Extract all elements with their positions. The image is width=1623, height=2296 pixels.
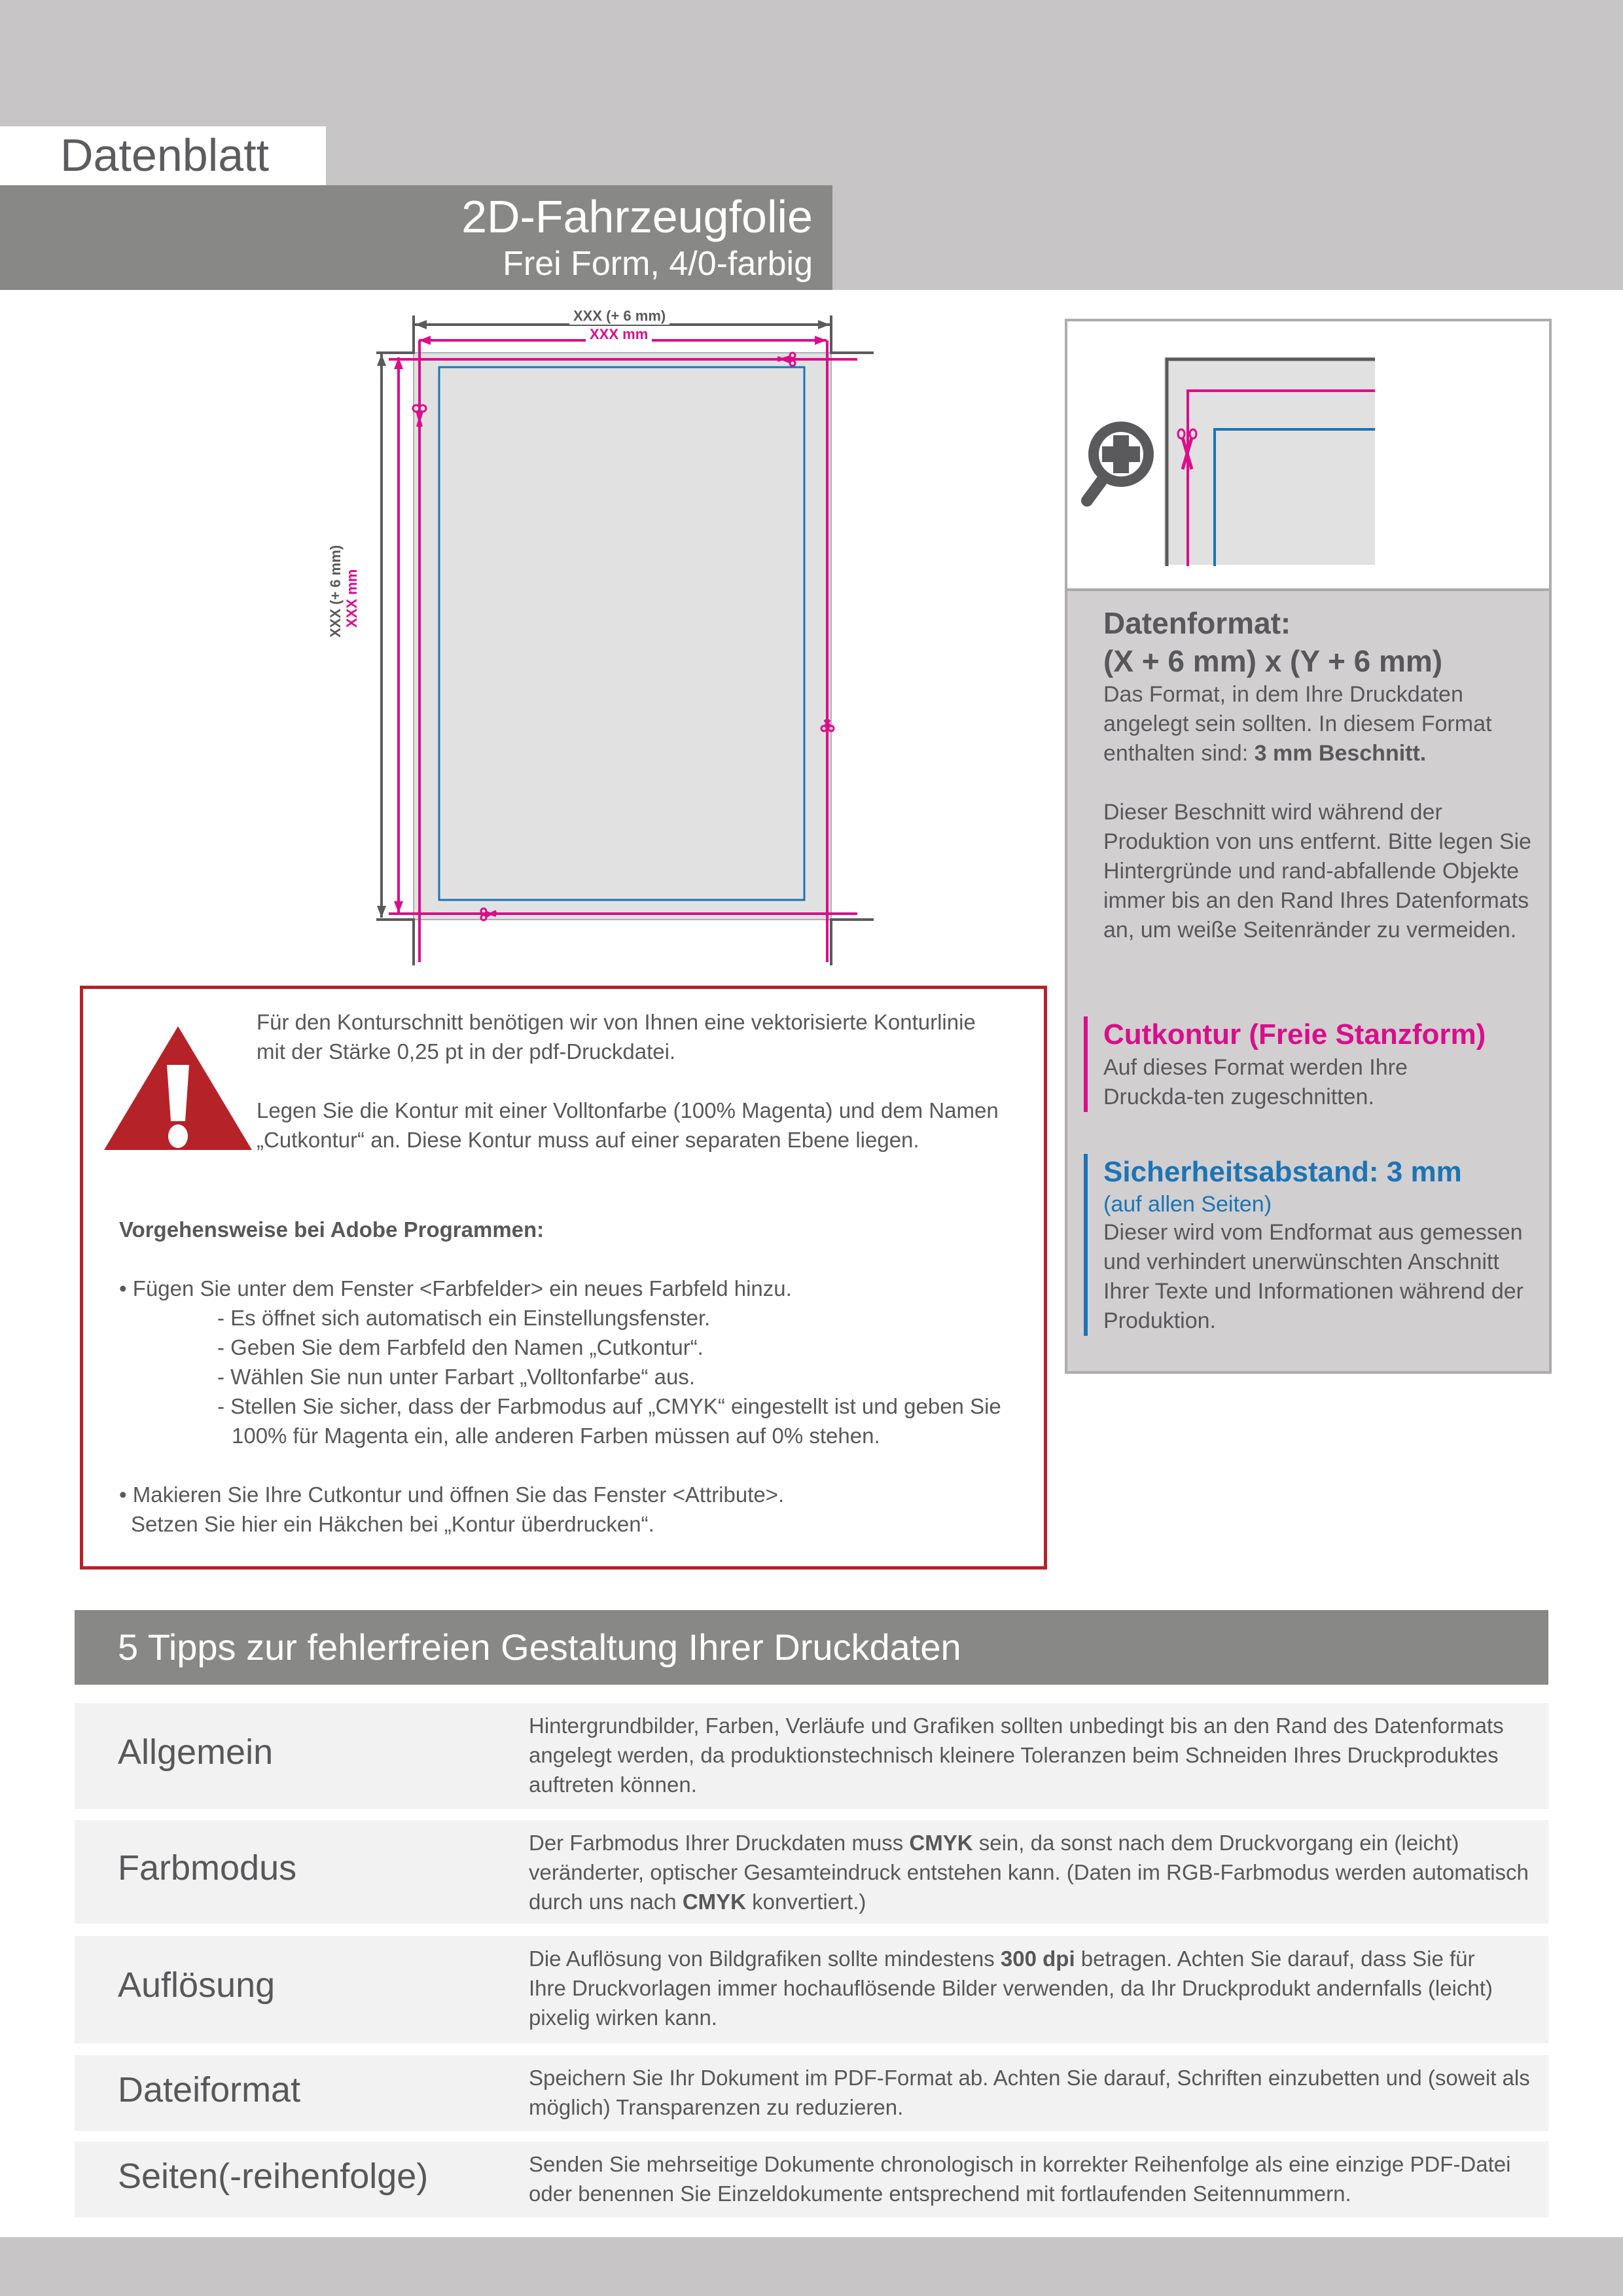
procedure-substep: - Wählen Sie nun unter Farbart „Volltonfarbe“ aus. [217,1365,696,1389]
corner-mark-tr [831,315,874,353]
procedure-substep: - Stellen Sie sicher, dass der Farbmodus auf „CMYK“ eingestellt ist und geben Sie [217,1394,1001,1418]
tip-text: Hintergrundbilder, Farben, Verläufe und Grafiken sollten unbedingt bis an den Rand des Datenformats angelegt werden, da produktionstechnisch kleinere Toleranzen beim Schneiden Ihres Druckproduktes auftreten können. [529,1713,1504,1797]
height-outer-label: XXX (+ 6 mm) [327,541,344,641]
datenformat-formula: (X + 6 mm) x (Y + 6 mm) [1103,644,1443,678]
width-outer-label: XXX (+ 6 mm) [569,308,669,325]
safety-title: Sicherheitsabstand: 3 mm [1103,1156,1462,1188]
tip-text-part: Der Farbmodus Ihrer Druckdaten muss [529,1831,910,1855]
corner-mark-tl [376,315,414,353]
procedure-substep: - Es öffnet sich automatisch ein Einstellungsfenster. [217,1306,711,1330]
procedure-title: Vorgehensweise bei Adobe Programmen: [119,1217,544,1242]
detail-bleed [1164,357,1375,565]
detail-zoom-svg [1067,321,1549,586]
corner-mark-br [831,920,874,965]
warning-triangle-icon [103,1023,260,1160]
tip-label: Dateiformat [118,2070,301,2109]
datenformat-text1 [1103,680,1535,768]
tip-text: Speichern Sie Ihr Dokument im PDF-Format ab. Achten Sie darauf, Schriften einzubetten und (soweit als möglich) Transparenzen zu reduzieren. [529,2066,1530,2119]
warning-para-1: Für den Konturschnitt benötigen wir von Ihnen eine vektorisierte Konturlinie mit der Stärke 0,25 pt in der pdf-Druckdatei. [257,1010,976,1064]
tip-label: Auflösung [118,1965,276,2005]
warning-para-2: Legen Sie die Kontur mit einer Volltonfarbe (100% Magenta) und dem Namen „Cutkontur“ an. Diese Kontur muss auf einer separaten Ebene liegen. [257,1098,999,1152]
safety-text: Dieser wird vom Endformat aus gemessen und verhindert unerwünschten Anschnitt Ihrer Texte und Informationen während der Produktion. [1103,1220,1524,1333]
detail-zoom-view [1067,321,1549,591]
product-subtitle: Frei Form, 4/0-farbig [503,245,813,283]
tip-row [75,2142,1548,2217]
arrow-right [818,320,830,329]
tips-header [75,1610,1548,1685]
footer-band [0,2237,1623,2296]
tip-row [75,1820,1548,1924]
tip-row [75,1936,1548,2043]
tip-label: Allgemein [118,1732,274,1772]
tip-text [529,1944,1510,2032]
procedure-substep: 100% für Magenta ein, alle anderen Farben müssen auf 0% stehen. [232,1424,880,1448]
tip-label: Seiten(-reihenfolge) [118,2157,429,2196]
datenformat-text1-body: Das Format, in dem Ihre Druckdaten angelegt sein sollten. In diesem Format enthalten sind: [1103,682,1492,766]
arrow-right [815,336,827,345]
cutkontur-text: Auf dieses Format werden Ihre Druckda-ten zugeschnitten. [1103,1055,1408,1109]
tip-text-bold: CMYK [682,1890,746,1914]
height-inner-label: XXX mm [344,565,361,632]
tip-text-part: Die Auflösung von Bildgrafiken sollte mindestens [529,1946,1001,1971]
product-title: 2D-Fahrzeugfolie [461,191,813,242]
tip-text-part: konvertiert.) [746,1890,866,1914]
tip-row [75,2055,1548,2131]
cutkontur-title: Cutkontur (Freie Stanzform) [1103,1018,1486,1050]
datenformat-section [1103,604,1535,945]
tip-label: Farbmodus [118,1848,297,1888]
arrow-down [394,901,403,913]
datenformat-text2: Dieser Beschnitt wird während der Produktion von uns entfernt. Bitte legen Sie Hintergründe und rand-abfallende Objekte immer bis an den Rand Ihres Datenformats an, um weiße Seitenränder zu vermeiden. [1103,800,1531,942]
tip-text-part: sein, da sonst nach dem Druckvorgang ein (leicht) veränderter, optischer Gesamteindruck entstehen kann. (Daten im RGB-Farbmodus werden automatisch durch uns nach [529,1831,1529,1914]
format-diagram-svg [366,301,890,969]
arrow-up [377,354,386,366]
tip-text [529,1828,1537,1916]
tips-title: 5 Tipps zur fehlerfreien Gestaltung Ihrer Druckdaten [118,1626,961,1668]
tip-text-bold: CMYK [909,1831,973,1855]
tip-text-bold: 300 dpi [1000,1946,1075,1971]
magnifier-plus-icon [1087,427,1149,501]
doc-label-box [0,126,326,185]
arrow-down [377,906,386,918]
procedure-step-2: • Makieren Sie Ihre Cutkontur und öffnen Sie das Fenster <Attribute>. [119,1482,785,1507]
procedure-step-2-cont: Setzen Sie hier ein Häkchen bei „Kontur überdrucken“. [131,1512,654,1536]
bleed-area [414,353,831,920]
format-diagram [327,301,890,969]
cutkontur-section [1084,1016,1496,1112]
safety-subtitle: (auf allen Seiten) [1103,1192,1272,1217]
datenformat-bleed-value: 3 mm Beschnitt. [1254,741,1427,766]
tip-row [75,1703,1548,1809]
info-panel [1065,319,1552,1374]
doc-label: Datenblatt [60,130,270,181]
arrow-left [415,320,427,329]
tip-text-part: betragen. Achten Sie darauf, dass Sie für Ihre Druckvorlagen immer hochauflösende Bilder verwenden, da Ihr Druckprodukt andernfalls (leicht) pixelig wirken kann. [529,1946,1493,2030]
format-info [1067,591,1549,1371]
title-bar [0,185,832,290]
corner-mark-bl [376,920,414,965]
width-inner-label: XXX mm [586,326,652,343]
datenformat-title: Datenformat: [1103,606,1291,640]
tip-text: Senden Sie mehrseitige Dokumente chronologisch in korrekter Reihenfolge als eine einzige PDF-Datei oder benennen Sie Einzeldokumente entsprechend mit fortlaufenden Seitennummern. [529,2152,1511,2206]
safety-section [1084,1154,1535,1336]
procedure-step-1: • Fügen Sie unter dem Fenster <Farbfelder> ein neues Farbfeld hinzu. [119,1276,792,1300]
procedure-substep: - Geben Sie dem Farbfeld den Namen „Cutkontur“. [217,1335,704,1359]
cutkontur-warning-box [80,986,1047,1570]
